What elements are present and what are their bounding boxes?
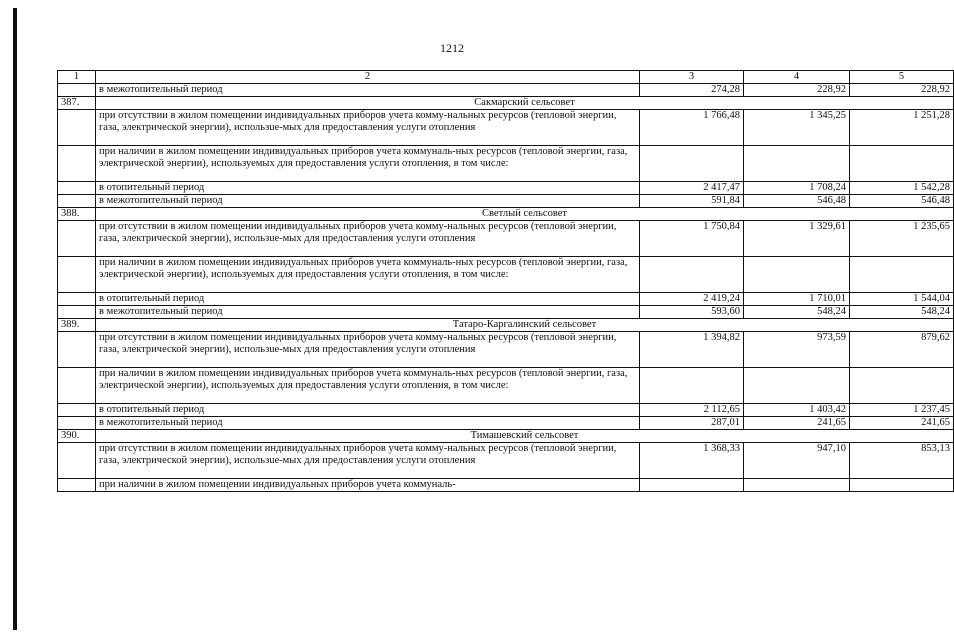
- value-col-5: [850, 257, 954, 293]
- value-col-3: 591,84: [640, 195, 744, 208]
- header-col-3: 3: [640, 71, 744, 84]
- row-label: при наличии в жилом помещении индивидуальных приборов учета коммуналь-: [96, 479, 640, 492]
- section-title: Тимашевский сельсовет: [96, 430, 954, 443]
- row-index-cell: [58, 182, 96, 195]
- section-header-row: [58, 430, 954, 443]
- value-col-3: 2 112,65: [640, 404, 744, 417]
- value-col-3: [640, 479, 744, 492]
- value-col-3: 1 368,33: [640, 443, 744, 479]
- table-row: [58, 293, 954, 306]
- row-index-cell: [58, 417, 96, 430]
- table-row: [58, 84, 954, 97]
- value-col-5: 1 544,04: [850, 293, 954, 306]
- table-row: [58, 146, 954, 182]
- value-col-5: [850, 146, 954, 182]
- value-col-5: 1 235,65: [850, 221, 954, 257]
- value-col-5: [850, 368, 954, 404]
- row-label: в отопительный период: [96, 404, 640, 417]
- value-col-4: [744, 368, 850, 404]
- value-col-4: 1 403,42: [744, 404, 850, 417]
- row-index-cell: [58, 368, 96, 404]
- table-row: [58, 368, 954, 404]
- row-index-cell: [58, 84, 96, 97]
- value-col-4: 228,92: [744, 84, 850, 97]
- left-margin-bar: [13, 8, 17, 630]
- row-index-cell: [58, 479, 96, 492]
- section-title: Сакмарский сельсовет: [96, 97, 954, 110]
- header-col-5: 5: [850, 71, 954, 84]
- section-number: 388.: [58, 208, 96, 221]
- row-label: в отопительный период: [96, 182, 640, 195]
- row-index-cell: [58, 293, 96, 306]
- row-label: при наличии в жилом помещении индивидуальных приборов учета коммуналь-ных ресурсов (тепловой энергии, газа, электрической энергии), используемых для предоставления услуги отопления, в том числе:: [96, 257, 640, 293]
- value-col-3: 287,01: [640, 417, 744, 430]
- table-row: [58, 257, 954, 293]
- value-col-3: 593,60: [640, 306, 744, 319]
- value-col-5: 241,65: [850, 417, 954, 430]
- row-index-cell: [58, 146, 96, 182]
- section-header-row: [58, 319, 954, 332]
- value-col-5: 879,62: [850, 332, 954, 368]
- row-index-cell: [58, 332, 96, 368]
- row-index-cell: [58, 110, 96, 146]
- value-col-3: 1 750,84: [640, 221, 744, 257]
- table-row: [58, 479, 954, 492]
- row-label: в межотопительный период: [96, 195, 640, 208]
- row-label: при отсутствии в жилом помещении индивидуальных приборов учета комму-нальных ресурсов (тепловой энергии, газа, электрической энергии), использue-мых для предоставления услуги отопления: [96, 443, 640, 479]
- row-label: в межотопительный период: [96, 306, 640, 319]
- value-col-5: 228,92: [850, 84, 954, 97]
- section-number: 387.: [58, 97, 96, 110]
- table-row: [58, 221, 954, 257]
- table-row: [58, 404, 954, 417]
- header-col-4: 4: [744, 71, 850, 84]
- value-col-4: [744, 257, 850, 293]
- row-index-cell: [58, 257, 96, 293]
- value-col-4: 947,10: [744, 443, 850, 479]
- row-index-cell: [58, 306, 96, 319]
- value-col-3: 1 766,48: [640, 110, 744, 146]
- header-col-2: 2: [96, 71, 640, 84]
- table-row: [58, 182, 954, 195]
- row-label: при отсутствии в жилом помещении индивидуальных приборов учета комму-нальных ресурсов (тепловой энергии, газа, электрической энергии), использue-мых для предоставления услуги отопления: [96, 332, 640, 368]
- value-col-5: 1 237,45: [850, 404, 954, 417]
- header-col-1: 1: [58, 71, 96, 84]
- value-col-5: 548,24: [850, 306, 954, 319]
- value-col-3: 2 417,47: [640, 182, 744, 195]
- section-header-row: [58, 208, 954, 221]
- value-col-5: [850, 479, 954, 492]
- section-title: Татаро-Каргалинский сельсовет: [96, 319, 954, 332]
- value-col-4: [744, 479, 850, 492]
- table-row: [58, 332, 954, 368]
- section-number: 390.: [58, 430, 96, 443]
- section-number: 389.: [58, 319, 96, 332]
- value-col-4: 1 710,01: [744, 293, 850, 306]
- value-col-3: 1 394,82: [640, 332, 744, 368]
- section-header-row: [58, 97, 954, 110]
- row-label: при наличии в жилом помещении индивидуальных приборов учета коммуналь-ных ресурсов (тепловой энергии, газа, электрической энергии), используемых для предоставления услуги отопления, в том числе:: [96, 146, 640, 182]
- row-index-cell: [58, 443, 96, 479]
- value-col-4: 1 329,61: [744, 221, 850, 257]
- section-title: Светлый сельсовет: [96, 208, 954, 221]
- value-col-3: 2 419,24: [640, 293, 744, 306]
- value-col-3: [640, 257, 744, 293]
- row-label: при отсутствии в жилом помещении индивидуальных приборов учета комму-нальных ресурсов (тепловой энергии, газа, электрической энергии), использue-мых для предоставления услуги отопления: [96, 110, 640, 146]
- row-index-cell: [58, 195, 96, 208]
- value-col-4: [744, 146, 850, 182]
- table-row: [58, 417, 954, 430]
- value-col-4: 1 345,25: [744, 110, 850, 146]
- row-index-cell: [58, 221, 96, 257]
- value-col-4: 546,48: [744, 195, 850, 208]
- row-label: в отопительный период: [96, 293, 640, 306]
- value-col-3: 274,28: [640, 84, 744, 97]
- value-col-3: [640, 146, 744, 182]
- table-row: [58, 110, 954, 146]
- value-col-5: 853,13: [850, 443, 954, 479]
- value-col-4: 241,65: [744, 417, 850, 430]
- row-label: при отсутствии в жилом помещении индивидуальных приборов учета комму-нальных ресурсов (тепловой энергии, газа, электрической энергии), использue-мых для предоставления услуги отопления: [96, 221, 640, 257]
- value-col-5: 1 542,28: [850, 182, 954, 195]
- table-row: [58, 443, 954, 479]
- row-index-cell: [58, 404, 96, 417]
- value-col-4: 973,59: [744, 332, 850, 368]
- value-col-5: 546,48: [850, 195, 954, 208]
- value-col-4: 1 708,24: [744, 182, 850, 195]
- tariff-table: [57, 70, 954, 492]
- header-row: [58, 71, 954, 84]
- value-col-5: 1 251,28: [850, 110, 954, 146]
- row-label: при наличии в жилом помещении индивидуальных приборов учета коммуналь-ных ресурсов (тепловой энергии, газа, электрической энергии), используемых для предоставления услуги отопления, в том числе:: [96, 368, 640, 404]
- table-row: [58, 306, 954, 319]
- table-row: [58, 195, 954, 208]
- row-label: в межотопительный период: [96, 417, 640, 430]
- value-col-4: 548,24: [744, 306, 850, 319]
- page-number: 1212: [440, 41, 464, 55]
- row-label: в межотопительный период: [96, 84, 640, 97]
- value-col-3: [640, 368, 744, 404]
